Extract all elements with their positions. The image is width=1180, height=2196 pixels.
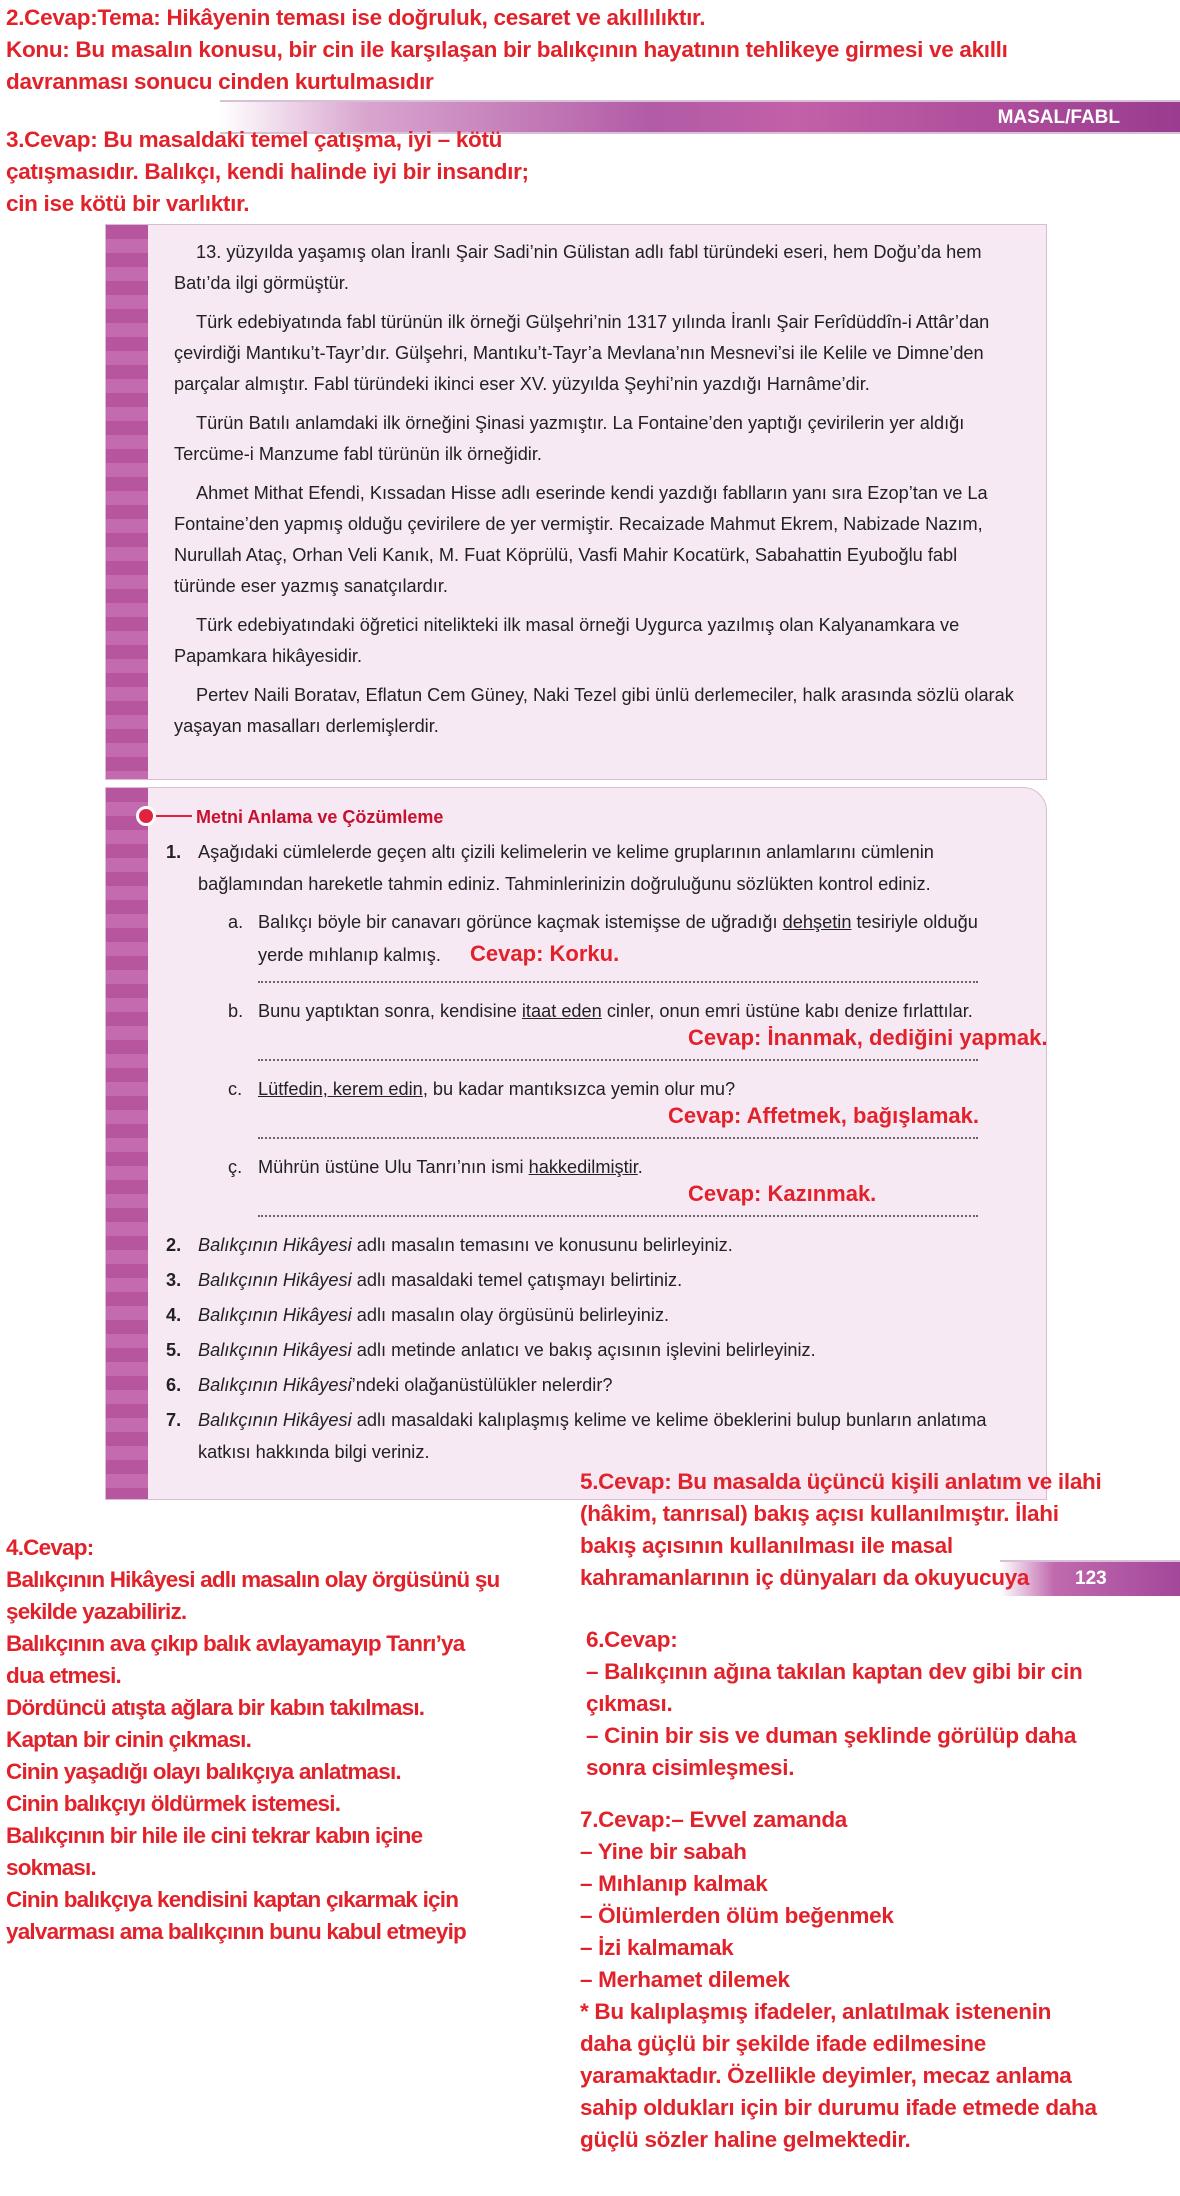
paragraph: Türk edebiyatında fabl türünün ilk örneği Gülşehri’nin 1317 yılında İranlı Şair Ferîdüddîn-i Attâr’dan çevirdiği Mantıku’t-Tayr’dır. Gülşehri, Mantıku’t-Tayr’a Mevlana’nın Mesnevi’si ile Kelile ve Dimne’den parçalar almıştır. Fabl türündeki ikinci eser XV. yüzyılda Şeyhi’nin yazdığı Harnâme’dir.	[174, 312, 990, 394]
arrow-line-icon	[156, 815, 192, 817]
item-text: Bunu yaptıktan sonra, kendisine	[258, 1001, 522, 1021]
answer-line: (hâkim, tanrısal) bakış açısı kullanılmıştır. İlahi	[580, 1501, 1059, 1526]
item-label: b.	[228, 1001, 244, 1021]
underlined-term: dehşetin	[782, 912, 852, 932]
answer-line: çıkması.	[586, 1691, 673, 1716]
handwritten-answer: Cevap: Affetmek, bağışlamak.	[668, 1103, 979, 1128]
handwritten-answer: Cevap: İnanmak, dediğini yapmak.	[688, 1025, 1048, 1050]
item-text: , bu kadar mantıksızca yemin olur mu?	[422, 1079, 736, 1099]
answer-line: davranması sonucu cinden kurtulmasıdır	[6, 69, 434, 94]
answer-line: – Balıkçının ağına takılan kaptan dev gibi bir cin	[586, 1659, 1083, 1684]
info-text-box	[105, 224, 1047, 780]
exercise-box	[105, 787, 1047, 1500]
underlined-term: Lütfedin, kerem edin	[258, 1079, 423, 1099]
sub-question	[228, 1151, 1006, 1217]
answer-line: 3.Cevap: Bu masaldaki temel çatışma, iyi – kötü	[6, 127, 503, 152]
question-number: 7.	[166, 1410, 182, 1430]
question	[166, 1369, 1006, 1401]
story-title: Balıkçının Hikâyesi	[198, 1270, 352, 1290]
story-title: Balıkçının Hikâyesi	[198, 1340, 352, 1360]
answer-line: – Mıhlanıp kalmak	[580, 1871, 768, 1896]
answer-3	[6, 124, 529, 220]
answer-line: Balıkçının ava çıkıp balık avlayamayıp Tanrı’ya	[6, 1631, 465, 1656]
answer-line: kahramanlarının iç dünyaları da okuyucuya	[580, 1565, 1030, 1590]
question-text: ’ndeki olağanüstülükler nelerdir?	[351, 1375, 613, 1395]
paragraph: Türk edebiyatındaki öğretici nitelikteki ilk masal örneği Uygurca yazılmış olan Kalyanamkara ve Papamkara hikâyesidir.	[174, 615, 960, 666]
answer-line: 4.Cevap:	[6, 1535, 94, 1560]
question-number: 2.	[166, 1235, 182, 1255]
question	[166, 1264, 1006, 1296]
answer-line: – Ölümlerden ölüm beğenmek	[580, 1903, 894, 1928]
question-text: adlı metinde anlatıcı ve bakış açısının işlevini belirleyiniz.	[351, 1340, 816, 1360]
answer-line: cin ise kötü bir varlıktır.	[6, 191, 250, 216]
question	[166, 1299, 1006, 1331]
answer-line: – İzi kalmamak	[580, 1935, 734, 1960]
item-text: tesiriyle olduğu yerde mıhlanıp kalmış.	[258, 912, 978, 965]
item-text: cinler, onun emri üstüne kabı denize fırlattılar.	[601, 1001, 973, 1021]
question-text: adlı masaldaki temel çatışmayı belirtiniz.	[351, 1270, 683, 1290]
answer-line: Balıkçının bir hile ile cini tekrar kabın içine	[6, 1823, 423, 1848]
answer-line: daha güçlü bir şekilde ifade edilmesine	[580, 2031, 986, 2056]
item-label: ç.	[228, 1157, 243, 1177]
answer-line: güçlü sözler haline gelmektedir.	[580, 2127, 911, 2152]
question-number: 3.	[166, 1270, 182, 1290]
answer-line-dots	[258, 981, 978, 983]
answer-line: * Bu kalıplaşmış ifadeler, anlatılmak istenenin	[580, 1999, 1052, 2024]
story-title: Balıkçının Hikâyesi	[198, 1375, 352, 1395]
question	[166, 1404, 1006, 1468]
sub-question	[228, 995, 1048, 1061]
story-title: Balıkçının Hikâyesi	[198, 1235, 352, 1255]
answer-4	[6, 1532, 499, 1948]
question-number: 6.	[166, 1375, 182, 1395]
answer-line: yalvarması ama balıkçının bunu kabul etmeyip	[6, 1919, 466, 1944]
answer-6	[586, 1624, 1082, 1784]
question-text: adlı masalın olay örgüsünü belirleyiniz.	[351, 1305, 670, 1325]
answer-line-dots	[258, 1137, 978, 1139]
question-text: adlı masalın temasını ve konusunu belirleyiniz.	[351, 1235, 733, 1255]
answer-line: – Cinin bir sis ve duman şeklinde görülüp daha	[586, 1723, 1077, 1748]
exercise-title: Metni Anlama ve Çözümleme	[196, 807, 444, 827]
answer-line: – Yine bir sabah	[580, 1839, 747, 1864]
answer-line: 5.Cevap: Bu masalda üçüncü kişili anlatım ve ilahi	[580, 1469, 1102, 1494]
answer-line: Konu: Bu masalın konusu, bir cin ile karşılaşan bir balıkçının hayatının tehlikeye girmesi ve akıllı	[6, 37, 1008, 62]
item-text: .	[637, 1157, 643, 1177]
item-text: Balıkçı böyle bir canavarı görünce kaçmak istemişse de uğradığı	[258, 912, 783, 932]
answer-line: Cinin yaşadığı olayı balıkçıya anlatması.	[6, 1759, 401, 1784]
answer-line: dua etmesi.	[6, 1663, 121, 1688]
answer-line: Dördüncü atışta ağlara bir kabın takılması.	[6, 1695, 425, 1720]
paragraph: Ahmet Mithat Efendi, Kıssadan Hisse adlı eserinde kendi yazdığı fablların yanı sıra Ezop’tan ve La Fontaine’den yapmış olduğu çevirilere de yer vermiştir. Recaizade Mahmut Ekrem, Nabizade Nazım, Nurullah Ataç, Orhan Veli Kanık, M. Fuat Köprülü, Vasfi Mahir Kocatürk, Sabahattin Eyuboğlu fabl türünde eser yazmış sanatçılardır.	[174, 483, 988, 596]
answer-line: Cinin balıkçıyı öldürmek istemesi.	[6, 1791, 341, 1816]
answer-line: yaramaktadır. Özellikle deyimler, mecaz anlama	[580, 2063, 1072, 2088]
underlined-term: hakkedilmiştir	[528, 1157, 638, 1177]
answer-line: Balıkçının Hikâyesi adlı masalın olay örgüsünü şu	[6, 1567, 500, 1592]
decorative-stripe	[106, 788, 148, 1499]
handwritten-answer: Cevap: Korku.	[470, 941, 620, 966]
bullet-icon	[136, 806, 156, 826]
question-1	[166, 836, 1006, 900]
answer-7	[580, 1804, 1097, 2156]
paragraph: Pertev Naili Boratav, Eflatun Cem Güney, Naki Tezel gibi ünlü derlemeciler, halk arasında sözlü olarak yaşayan masalları derlemişlerdir.	[174, 685, 1014, 736]
answer-line: 7.Cevap:– Evvel zamanda	[580, 1807, 847, 1832]
sub-question	[228, 1073, 1006, 1139]
handwritten-answer: Cevap: Kazınmak.	[688, 1181, 877, 1206]
answer-line: 2.Cevap:Tema: Hikâyenin teması ise doğruluk, cesaret ve akıllılıktır.	[6, 5, 706, 30]
sub-question	[228, 906, 1006, 983]
answer-line: Cinin balıkçıya kendisini kaptan çıkarmak için	[6, 1887, 459, 1912]
question-number: 5.	[166, 1340, 182, 1360]
item-label: c.	[228, 1079, 243, 1099]
answer-line: sahip oldukları için bir durumu ifade etmede daha	[580, 2095, 1097, 2120]
page-number: 123	[1075, 1568, 1107, 1589]
paragraph: 13. yüzyılda yaşamış olan İranlı Şair Sadi’nin Gülistan adlı fabl türündeki eseri, hem Doğu’da hem Batı’da ilgi görmüştür.	[174, 242, 982, 293]
answer-5	[580, 1466, 1101, 1594]
answer-2	[6, 2, 1008, 98]
answer-line: 6.Cevap:	[586, 1627, 678, 1652]
answer-line: şekilde yazabiliriz.	[6, 1599, 187, 1624]
decorative-stripe	[106, 225, 148, 779]
story-title: Balıkçının Hikâyesi	[198, 1305, 352, 1325]
paragraph: Türün Batılı anlamdaki ilk örneğini Şinasi yazmıştır. La Fontaine’den yaptığı çevirilerin yer aldığı Tercüme-i Manzume fabl türünün ilk örneğidir.	[174, 413, 965, 464]
question-text: Aşağıdaki cümlelerde geçen altı çizili kelimelerin ve kelime gruplarının anlamlarını cümlenin bağlamından hareketle tahmin ediniz. Tahminlerinizin doğruluğunu sözlükten kontrol ediniz.	[198, 842, 934, 894]
answer-line: sonra cisimleşmesi.	[586, 1755, 795, 1780]
answer-line: Kaptan bir cinin çıkması.	[6, 1727, 252, 1752]
answer-line: – Merhamet dilemek	[580, 1967, 790, 1992]
answer-line: bakış açısının kullanılması ile masal	[580, 1533, 953, 1558]
question-number: 1.	[166, 842, 182, 862]
question-text: adlı masaldaki kalıplaşmış kelime ve kelime öbeklerini bulup bunların anlatıma katkısı hakkında bilgi veriniz.	[198, 1410, 987, 1462]
question	[166, 1334, 1006, 1366]
section-title: MASAL/FABL	[997, 107, 1120, 128]
story-title: Balıkçının Hikâyesi	[198, 1410, 352, 1430]
answer-line-dots	[258, 1215, 978, 1217]
answer-line: sokması.	[6, 1855, 96, 1880]
item-text: Mührün üstüne Ulu Tanrı’nın ismi	[258, 1157, 529, 1177]
item-label: a.	[228, 912, 244, 932]
answer-line: çatışmasıdır. Balıkçı, kendi halinde iyi bir insandır;	[6, 159, 529, 184]
question	[166, 1229, 1006, 1261]
underlined-term: itaat eden	[521, 1001, 602, 1021]
answer-line-dots	[258, 1059, 978, 1061]
question-number: 4.	[166, 1305, 182, 1325]
